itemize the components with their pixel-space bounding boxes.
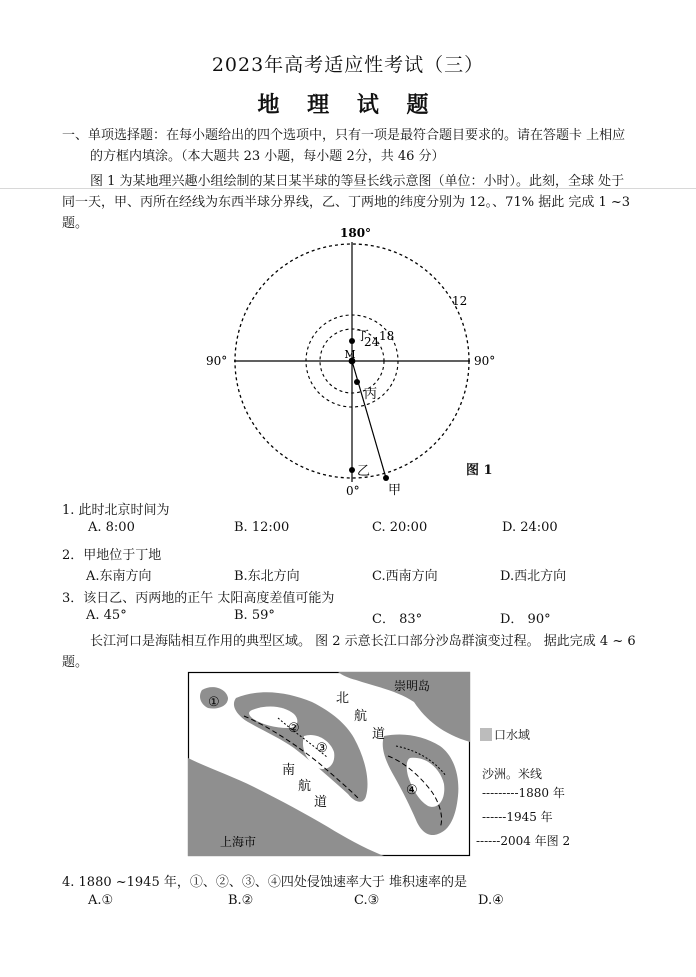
label-south-2: 航 xyxy=(298,779,312,794)
label-num-3: ③ xyxy=(316,741,328,756)
label-north-3: 道 xyxy=(372,727,386,742)
intro1-line2: 同一天，甲、丙所在经线为东西半球分界线，乙、丁两地的纬度分别为 12。、71% 据此 完成 1 ~3 xyxy=(62,195,631,210)
q1-option-b[interactable]: B. 12:00 xyxy=(234,520,290,535)
label-0: 0° xyxy=(346,484,360,498)
label-18: 18 xyxy=(379,329,395,343)
label-north-2: 航 xyxy=(354,709,368,724)
label-24: 24 xyxy=(364,335,380,349)
q4-option-d[interactable]: D.④ xyxy=(478,893,504,908)
q3-option-c[interactable]: C． 83° xyxy=(372,612,423,627)
intro1-line3: 题。 xyxy=(62,216,89,231)
legend-1945: ------1945 年 xyxy=(482,810,553,824)
label-num-1: ① xyxy=(208,695,220,710)
q4-option-b[interactable]: B.② xyxy=(228,893,254,908)
q2-option-a[interactable]: A.东南方向 xyxy=(86,569,152,584)
figure1-caption: 图 1 xyxy=(466,463,493,478)
intro2-line1: 长江河口是海陆相互作用的典型区域。 图 2 示意长江口部分沙岛群演变过程。 据此完成 4 ~ 6 xyxy=(90,634,636,649)
label-90-right: 90° xyxy=(474,354,496,368)
point-jia xyxy=(383,475,389,481)
label-shanghai: 上海市 xyxy=(220,835,257,849)
q3-option-d[interactable]: D． 90° xyxy=(500,612,551,627)
figure1-daylength-diagram xyxy=(206,222,500,504)
q3-option-b[interactable]: B. 59° xyxy=(234,608,275,623)
line-m-to-jia xyxy=(352,361,386,478)
q2-stem: 2．甲地位于丁地 xyxy=(62,548,162,563)
label-bing: 丙 xyxy=(364,387,378,402)
intro1-line1: 图 1 为某地理兴趣小组绘制的某日某半球的等昼长线示意图（单位：小时）。此刻，全球 处于 xyxy=(90,174,625,189)
label-num-4: ④ xyxy=(406,783,418,798)
exam-title: 2023年高考适应性考试（三） xyxy=(211,54,485,76)
label-south-1: 南 xyxy=(282,763,296,778)
label-90-left: 90° xyxy=(206,354,228,368)
legend-1880: ---------1880 年 xyxy=(482,786,565,800)
q1-stem: 1. 此时北京时间为 xyxy=(62,503,170,518)
section-heading-line2: 的方框内填涂。（本大题共 23 小题，每小题 2分，共 46 分） xyxy=(90,149,445,164)
q4-option-c[interactable]: C.③ xyxy=(354,893,380,908)
scan-fold-line xyxy=(0,188,696,189)
label-chongming: 崇明岛 xyxy=(394,679,431,693)
section-heading-line1: 一、单项选择题：在每小题给出的四个选项中，只有一项是最符合题目要求的。请在答题卡 上相应 xyxy=(62,128,626,143)
q2-option-d[interactable]: D.西北方向 xyxy=(500,569,567,584)
label-jia: 甲 xyxy=(388,483,402,498)
legend-2004: ------2004 年图 2 xyxy=(476,834,571,848)
q1-option-d[interactable]: D. 24:00 xyxy=(502,520,558,535)
label-north-1: 北 xyxy=(336,691,350,706)
intro2-line2: 题。 xyxy=(62,655,89,670)
figure2-yangtze-estuary-map xyxy=(188,672,470,856)
label-south-3: 道 xyxy=(314,795,328,810)
subject-title: 地 理 试 题 xyxy=(257,92,439,118)
q2-option-c[interactable]: C.西南方向 xyxy=(372,569,438,584)
point-ding xyxy=(349,338,355,344)
label-ding: 丁 xyxy=(356,329,370,344)
label-yi: 乙 xyxy=(357,464,371,479)
q2-option-b[interactable]: B.东北方向 xyxy=(234,569,300,584)
point-bing xyxy=(354,379,360,385)
q1-option-a[interactable]: A. 8:00 xyxy=(88,520,135,535)
q4-stem: 4. 1880 ~1945 年，①、②、③、④四处侵蚀速率大于 堆积速率的是 xyxy=(62,875,467,890)
q4-option-a[interactable]: A.① xyxy=(88,893,114,908)
label-num-2: ② xyxy=(288,721,300,736)
legend-water-swatch xyxy=(480,728,492,741)
q3-option-a[interactable]: A. 45° xyxy=(86,608,127,623)
label-12: 12 xyxy=(452,294,468,308)
q1-option-c[interactable]: C. 20:00 xyxy=(372,520,428,535)
label-m: M xyxy=(344,348,356,361)
q3-stem: 3．该日乙、丙两地的正午 太阳高度差值可能为 xyxy=(62,591,335,606)
legend-sand-label: 沙洲。米线 xyxy=(482,767,543,781)
legend-water-label: 口水域 xyxy=(494,728,531,742)
label-180: 180° xyxy=(340,226,372,240)
point-yi xyxy=(349,467,355,473)
